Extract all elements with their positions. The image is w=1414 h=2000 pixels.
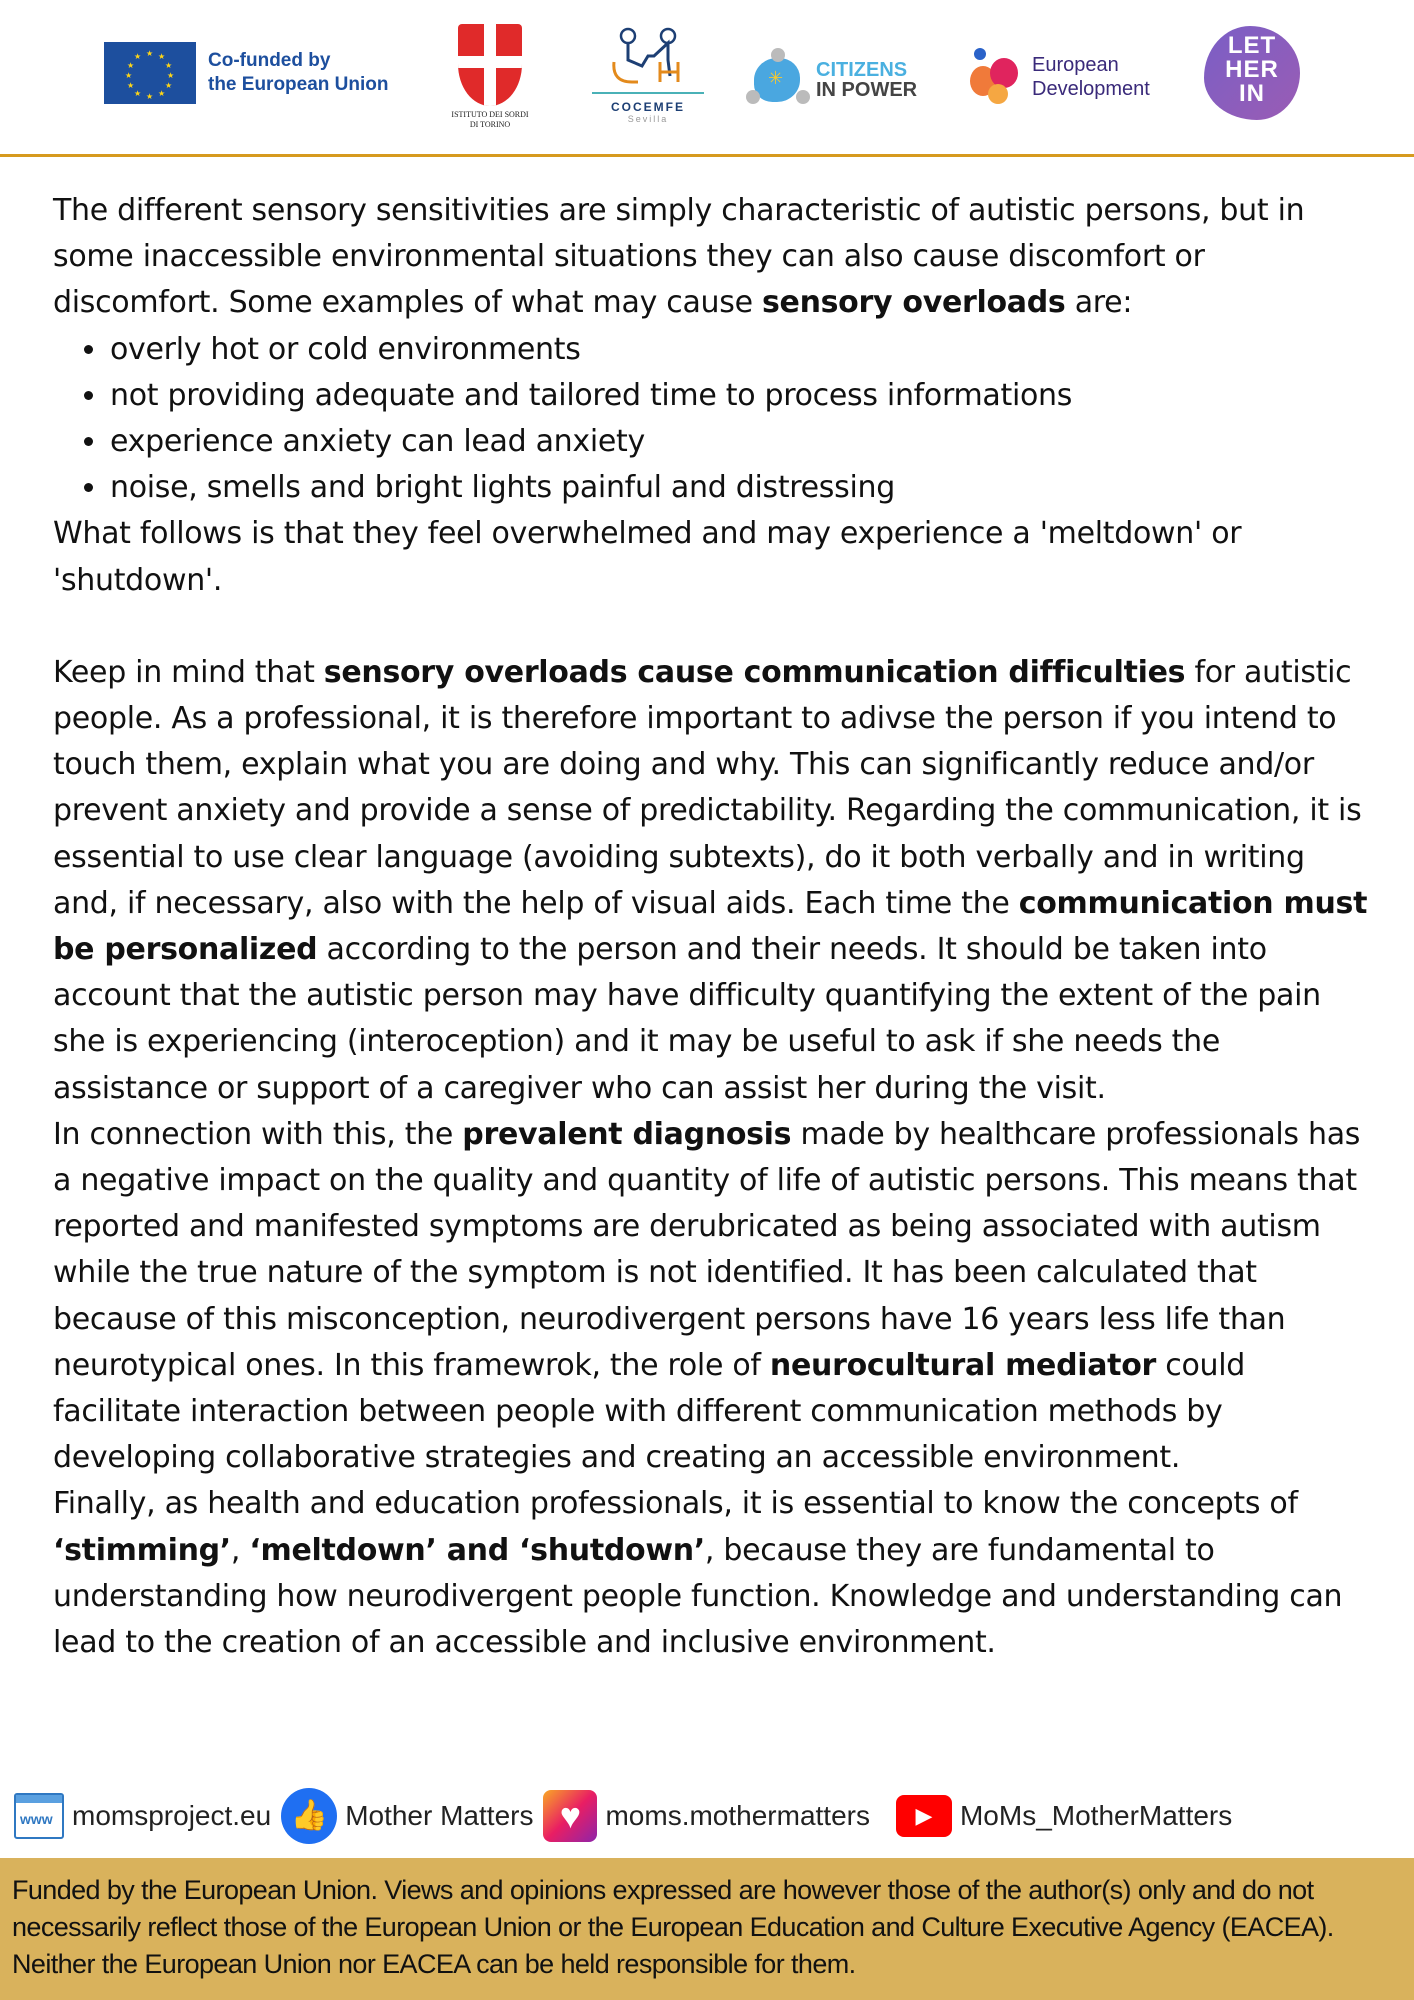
paragraph-communication: Keep in mind that sensory overloads cause communication difficulties for autistic people. As a professional, it is therefore important to adivse the person if you intend to touch them, explain what you are doing and why. This can significantly reduce and/or prevent anxiety and provide a sense of predictability. Regarding the communication, it is essential to use clear language (avoiding subtexts), do it both verbally and in writing and, if necessary, also with the help of visual aids. Each time the communication must be personalized according to the person and their needs. It should be taken into account that the autistic person may have difficulty quantifying the extent of the pain she is experiencing (interoception) and it may be useful to ask if she needs the assistance or support of a caregiver who can assist her during the visit. [53, 654, 1368, 1106]
overload-examples-list [53, 327, 1373, 512]
emphasis-sensory-overloads: sensory overloads [761, 285, 1066, 321]
lhi-logo-line1: LET [1227, 32, 1277, 59]
emphasis-communication-personalized: communication must be personalized [53, 885, 1368, 968]
youtube-icon: ▶ [896, 1795, 952, 1837]
main-content [53, 188, 1373, 1666]
emphasis-communication-difficulties: sensory overloads cause communication difficulties [323, 654, 1186, 690]
paragraph-meltdown: What follows is that they feel overwhelmed and may experience a 'meltdown' or 'shutdown'. [53, 516, 1242, 598]
paragraph-sensory-intro: The different sensory sensitivities are simply characteristic of autistic persons, but in some inaccessible environmental situations they can also cause discomfort or discomfort. Some examples of what may cause sensory overloads are: [53, 193, 1305, 321]
eu-disclaimer: Funded by the European Union. Views and opinions expressed are however those of the author(s) only and do not necessarily reflect those of the European Union or the European Education and Culture Executive Agency (EACEA). Neither the European Union nor EACEA can be held responsible for them. [0, 1858, 1414, 2000]
instagram-link[interactable] [543, 1790, 870, 1842]
www-icon: www [14, 1793, 64, 1839]
let-her-in-logo [1204, 26, 1300, 120]
lhi-logo-line2: HER [1225, 56, 1279, 83]
lhi-logo-line3: IN [1239, 80, 1265, 107]
eu-logo-line1: Co-funded by [208, 50, 331, 71]
european-development-icon [966, 44, 1028, 110]
paragraph-concepts: Finally, as health and education professionals, it is essential to know the concepts of ‘stimming’, ‘meltdown’ and ‘shutdown’, because they are fundamental to understanding how neurodivergent people function. Knowledge and understanding can lead to the creation of an accessible and inclusive environment. [53, 1486, 1343, 1661]
citizens-in-power-icon: ✳ [744, 48, 812, 112]
cocemfe-sub: Sevilla [627, 114, 669, 124]
shield-cross-icon [458, 24, 522, 106]
european-development-logo [966, 44, 1150, 110]
citizens-in-power-logo [744, 48, 917, 112]
facebook-link[interactable] [281, 1788, 533, 1844]
ed-logo-line2: Development [1032, 78, 1150, 100]
list-item: • overly hot or cold environments [109, 327, 1373, 373]
website-link[interactable] [14, 1793, 271, 1839]
cip-logo-line1: CITIZENS [816, 59, 908, 81]
ed-logo-line1: European [1032, 54, 1119, 76]
eu-cofunded-logo [104, 42, 389, 104]
youtube-label[interactable]: MoMs_MotherMatters [959, 1800, 1233, 1831]
torino-logo-line2: DI TORINO [469, 120, 511, 129]
facebook-like-icon: 👍 [281, 1788, 337, 1844]
torino-logo-line1: ISTITUTO DEI SORDI [451, 110, 529, 119]
eu-logo-line2: the European Union [208, 74, 389, 95]
eu-flag-icon: ★ ★ ★ ★ ★ ★ ★ ★ ★ ★ ★ ★ [104, 42, 196, 104]
facebook-label[interactable]: Mother Matters [345, 1800, 534, 1831]
paragraph-diagnosis: In connection with this, the prevalent diagnosis made by healthcare professionals has a negative impact on the quality and quantity of life of autistic persons. This means that reported and manifested symptoms are derubricated as being associated with autism while the true nature of the symptom is not identified. It has been calculated that because of this misconception, neurodivergent persons have 16 years less life than neurotypical ones. In this framewrok, the role of neurocultural mediator could facilitate interaction between people with different communication methods by developing collaborative strategies and creating an accessible environment. [53, 1116, 1361, 1476]
emphasis-stimming: ‘stimming’ [53, 1532, 231, 1568]
cocemfe-name: COCEMFE [611, 100, 685, 114]
website-label[interactable]: momsproject.eu [72, 1800, 272, 1831]
instagram-icon: ♥ [543, 1790, 597, 1842]
istituto-sordi-torino-logo [440, 24, 540, 130]
header-logo-bar [0, 0, 1414, 157]
youtube-link[interactable] [896, 1795, 1232, 1837]
social-links-bar [14, 1790, 1414, 1842]
instagram-label[interactable]: moms.mothermatters [605, 1800, 870, 1831]
list-item: • experience anxiety can lead anxiety [109, 419, 1373, 465]
cocemfe-sevilla-logo [592, 26, 704, 124]
emphasis-neurocultural-mediator: neurocultural mediator [769, 1347, 1157, 1383]
list-item: • noise, smells and bright lights painful and distressing [109, 465, 1373, 511]
people-handshake-icon [592, 26, 704, 88]
emphasis-meltdown-shutdown: ‘meltdown’ and ‘shutdown’ [249, 1532, 705, 1568]
list-item: • not providing adequate and tailored time to process informations [109, 373, 1373, 419]
cip-logo-line2: IN POWER [816, 79, 918, 101]
emphasis-prevalent-diagnosis: prevalent diagnosis [462, 1116, 792, 1152]
